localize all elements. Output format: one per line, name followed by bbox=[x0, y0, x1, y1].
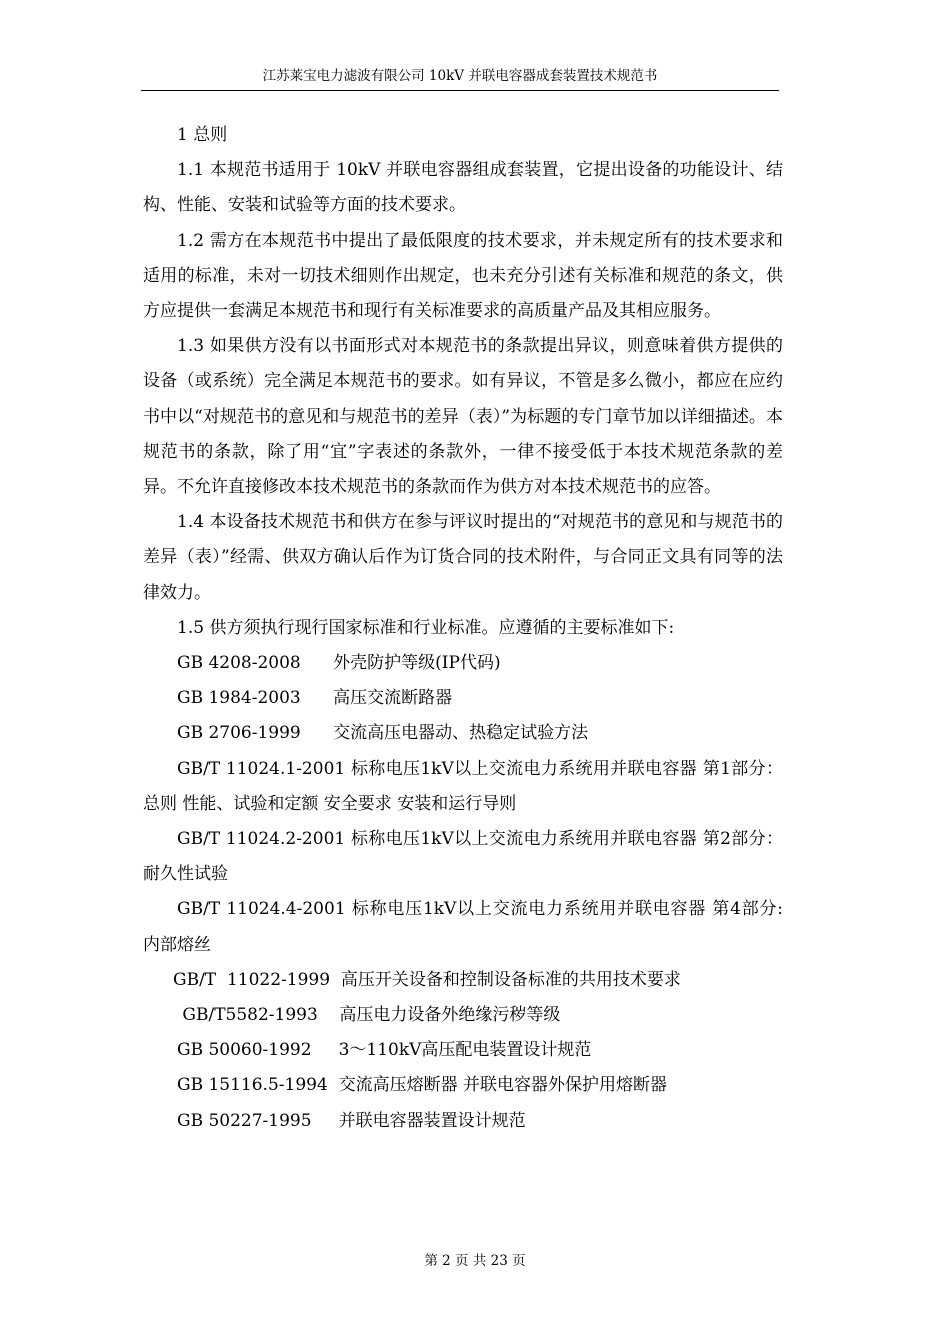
standards-list bbox=[143, 646, 783, 1139]
standard-item: GB/T 11024.4-2001 标称电压1kV以上交流电力系统用并联电容器 第4部分: 内部熔丝 bbox=[143, 899, 783, 955]
standard-item: GB 1984-2003 高压交流断路器 bbox=[177, 688, 453, 709]
standard-item: GB 50060-1992 3～110kV高压配电装置设计规范 bbox=[177, 1040, 592, 1061]
page-number: 第 2 页 共 23 页 bbox=[424, 1253, 526, 1269]
standard-item: GB/T 11024.1-2001 标称电压1kV以上交流电力系统用并联电容器 第1部分：总则 性能、试验和定额 安全要求 安装和运行导则 bbox=[143, 758, 783, 814]
standard-item: GB 4208-2008 外壳防护等级(IP代码) bbox=[177, 653, 501, 674]
section-title: 1 总则 bbox=[177, 125, 228, 145]
paragraph-1-1: 1.1 本规范书适用于 10kV 并联电容器组成套装置，它提出设备的功能设计、结构、性能、安装和试验等方面的技术要求。 bbox=[143, 160, 783, 216]
standard-item: GB/T 11024.2-2001 标称电压1kV以上交流电力系统用并联电容器 第2部分：耐久性试验 bbox=[143, 829, 783, 885]
paragraph-1-3: 1.3 如果供方没有以书面形式对本规范书的条款提出异议，则意味着供方提供的设备（或系统）完全满足本规范书的要求。如有异议，不管是多么微小，都应在应约书中以“对规范书的意见和与规范书的差异（表）”为标题的专门章节加以详细描述。本规范书的条款，除了用“宜”字表述的条款外，一律不接受低于本技术规范条款的差异。不允许直接修改本技术规范书的条款而作为供方对本技术规范书的应答。 bbox=[143, 336, 783, 498]
standard-item: GB/T 11022-1999 高压开关设备和控制设备标准的共用技术要求 bbox=[173, 969, 681, 990]
header-title: 江苏莱宝电力滤波有限公司 10kV 并联电容器成套装置技术规范书 bbox=[262, 68, 658, 84]
paragraph-1-5: 1.5 供方须执行现行国家标准和行业标准。应遵循的主要标准如下: bbox=[177, 617, 675, 638]
document-body bbox=[143, 118, 783, 1139]
standard-item: GB 50227-1995 并联电容器装置设计规范 bbox=[177, 1110, 526, 1131]
standard-item: GB 15116.5-1994 交流高压熔断器 并联电容器外保护用熔断器 bbox=[177, 1075, 667, 1096]
paragraph-1-4: 1.4 本设备技术规范书和供方在参与评议时提出的“对规范书的意见和与规范书的差异（表）”经需、供双方确认后作为订货合同的技术附件，与合同正文具有同等的法律效力。 bbox=[143, 512, 783, 603]
page-footer bbox=[0, 1251, 950, 1271]
page-header bbox=[141, 66, 779, 91]
standard-item: GB 2706-1999 交流高压电器动、热稳定试验方法 bbox=[177, 723, 589, 744]
paragraph-1-2: 1.2 需方在本规范书中提出了最低限度的技术要求，并未规定所有的技术要求和适用的标准，未对一切技术细则作出规定，也未充分引述有关标准和规范的条文，供方应提供一套满足本规范书和现行有关标准要求的高质量产品及其相应服务。 bbox=[143, 230, 783, 322]
standard-item: GB/T5582-1993 高压电力设备外绝缘污秽等级 bbox=[177, 1005, 561, 1026]
